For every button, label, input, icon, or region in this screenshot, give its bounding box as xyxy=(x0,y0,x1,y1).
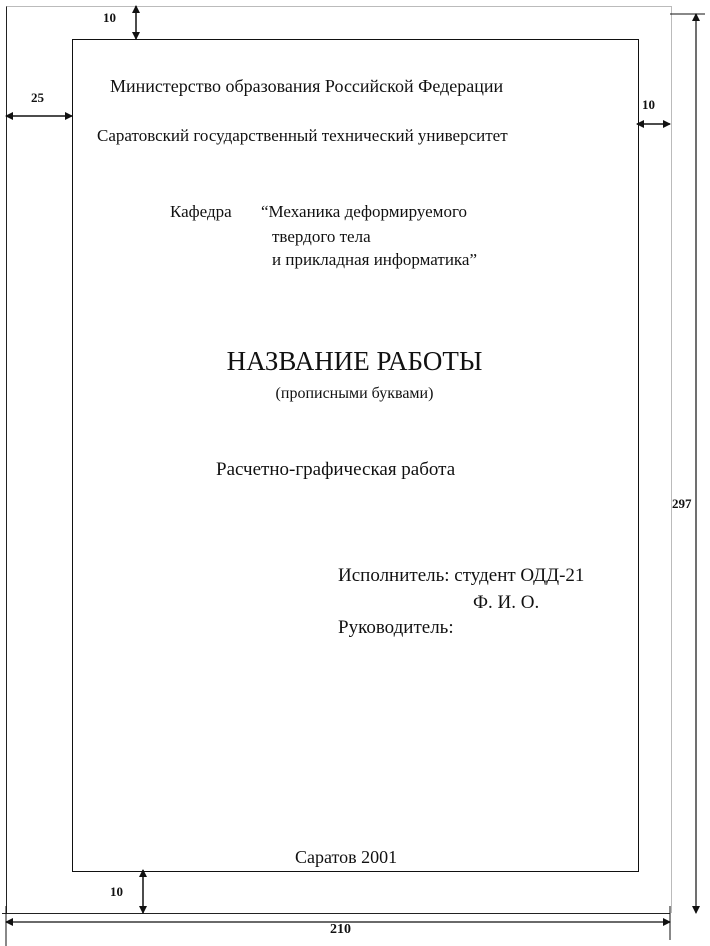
supervisor-line: Руководитель: xyxy=(338,617,454,638)
title-note: (прописными буквами) xyxy=(275,385,434,402)
city-year: Саратов 2001 xyxy=(295,847,398,867)
left-margin-label: 25 xyxy=(31,90,44,105)
height-label: 297 xyxy=(672,496,692,511)
work-type: Расчетно-графическая работа xyxy=(216,459,456,480)
executor-line: Исполнитель: студент ОДД-21 xyxy=(338,565,585,586)
department-line-2: твердого тела xyxy=(272,227,371,246)
bottom-margin-label: 10 xyxy=(110,884,123,899)
ministry-line: Министерство образования Российской Федерации xyxy=(110,76,504,96)
executor-name: Ф. И. О. xyxy=(473,592,540,613)
university-line: Саратовский государственный технический университет xyxy=(97,126,508,145)
work-title: НАЗВАНИЕ РАБОТЫ xyxy=(226,346,483,376)
department-line-1: “Механика деформируемого xyxy=(261,202,467,221)
department-line-3: и прикладная информатика” xyxy=(272,250,478,269)
right-margin-label: 10 xyxy=(642,97,655,112)
department-prefix: Кафедра xyxy=(170,202,232,221)
width-label: 210 xyxy=(330,922,351,937)
top-margin-label: 10 xyxy=(103,10,116,25)
